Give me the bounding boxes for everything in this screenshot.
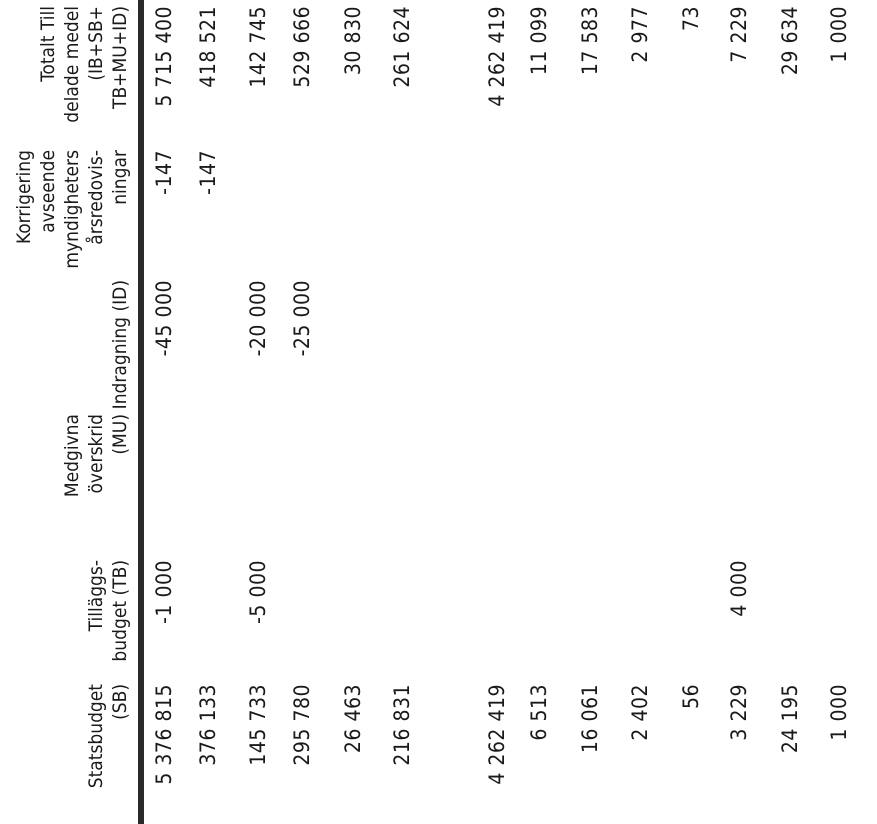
column-header-kor: Korrigering avseende myndigheters årsredovis- ningar xyxy=(13,150,131,269)
table-cell-tot: 1 000 xyxy=(827,6,851,63)
table-cell-sb: 5 376 815 xyxy=(152,684,176,785)
table-cell-tb: 4 000 xyxy=(727,560,751,617)
column-header-sb: Statsbudget (SB) xyxy=(85,684,131,789)
column-header-total: Totalt Till delade medel (IB+SB+ TB+MU+ID) xyxy=(37,6,131,123)
table-cell-sb: 2 402 xyxy=(628,684,652,741)
table-cell-tb: -1 000 xyxy=(152,560,176,624)
table-cell-sb: 1 000 xyxy=(827,684,851,741)
table-cell-tot: 11 099 xyxy=(527,6,551,76)
column-header-mu: Medgivna överskrid (MU) xyxy=(61,414,131,498)
table-cell-sb: 26 463 xyxy=(341,684,365,754)
header-divider xyxy=(138,0,144,824)
table-cell-sb: 295 780 xyxy=(290,684,314,766)
table-cell-tot: 7 229 xyxy=(727,6,751,63)
table-cell-tb: -5 000 xyxy=(246,560,270,624)
table-cell-kor: -147 xyxy=(152,150,176,195)
table-cell-sb: 4 262 419 xyxy=(485,684,509,785)
table-cell-sb: 56 xyxy=(679,684,703,710)
table-cell-kor: -147 xyxy=(196,150,220,195)
table-cell-tot: 17 583 xyxy=(578,6,602,76)
table-cell-sb: 16 061 xyxy=(578,684,602,754)
table-cell-sb: 3 229 xyxy=(727,684,751,741)
table-cell-tot: 418 521 xyxy=(196,6,220,88)
table-cell-tot: 5 715 400 xyxy=(152,6,176,107)
table-cell-sb: 6 513 xyxy=(527,684,551,741)
table-cell-tot: 261 624 xyxy=(390,6,414,88)
table-cell-sb: 145 733 xyxy=(246,684,270,766)
table-cell-tot: 142 745 xyxy=(246,6,270,88)
table-cell-tot: 529 666 xyxy=(290,6,314,88)
table-cell-id: -25 000 xyxy=(290,280,314,357)
column-header-id: Indragning (ID) xyxy=(109,280,131,410)
table-cell-id: -45 000 xyxy=(152,280,176,357)
table-cell-sb: 376 133 xyxy=(196,684,220,766)
table-cell-tot: 30 830 xyxy=(341,6,365,76)
table-cell-tot: 73 xyxy=(679,6,703,32)
table-cell-sb: 24 195 xyxy=(778,684,802,754)
table-cell-id: -20 000 xyxy=(246,280,270,357)
table-cell-tot: 2 977 xyxy=(628,6,652,63)
table-cell-tot: 29 634 xyxy=(778,6,802,76)
table-cell-tot: 4 262 419 xyxy=(485,6,509,107)
column-header-tb: Tilläggs- budget (TB) xyxy=(85,560,131,662)
table-cell-sb: 216 831 xyxy=(390,684,414,766)
